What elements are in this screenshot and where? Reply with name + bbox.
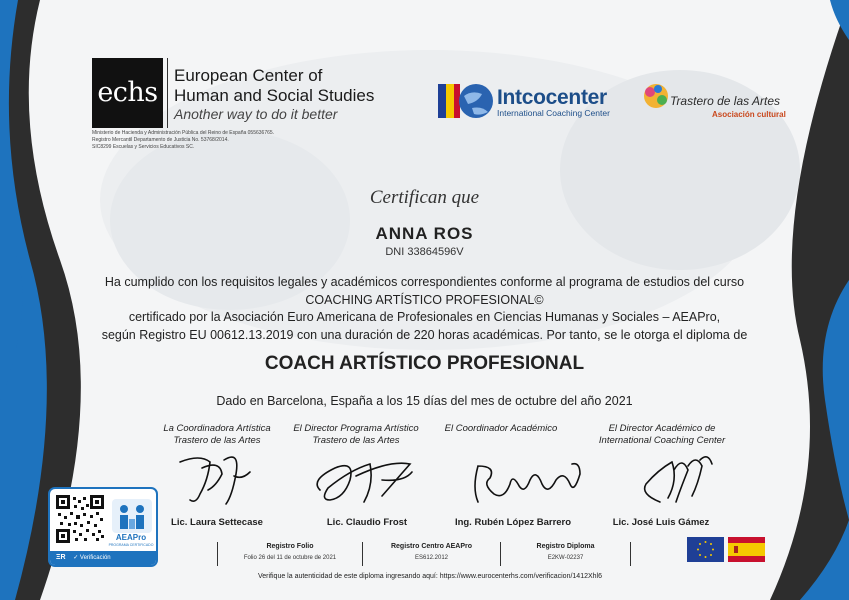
- recipient-dni: DNI 33864596V: [385, 246, 464, 258]
- echs-legal-line2: Registro Mercantil Departamento de Justicia No. 53768/2014.: [92, 137, 229, 143]
- signature-marks: [160, 450, 760, 518]
- echs-legal-text: [92, 130, 352, 151]
- signature-role-4: [582, 423, 742, 447]
- body-line2: COACHING ARTÍSTICO PROFESIONAL©: [305, 292, 544, 307]
- verification-footer[interactable]: [50, 551, 156, 565]
- eu-flag-icon: [687, 537, 724, 562]
- signature-role-4-line2: International Coaching Center: [598, 435, 726, 446]
- signature-role-1: [137, 423, 297, 447]
- qr-code-icon[interactable]: [56, 495, 104, 543]
- signature-role-2-line1: El Director Programa Artístico: [293, 423, 419, 434]
- echs-tagline: Another way to do it better: [174, 106, 338, 122]
- signature-1: [180, 457, 250, 504]
- signature-role-2-line2: Trastero de las Artes: [312, 435, 400, 446]
- er-mark-icon: ΞR: [56, 554, 66, 561]
- verification-card[interactable]: [48, 487, 158, 567]
- signature-name-1: Lic. Laura Settecase: [171, 517, 263, 528]
- diploma-title: COACH ARTÍSTICO PROFESIONAL: [264, 353, 585, 374]
- echs-title: [174, 66, 374, 106]
- aeapro-brand: AEAPro: [115, 533, 147, 542]
- spain-flag-icon: [728, 537, 765, 562]
- signature-3: [475, 464, 580, 502]
- flags: [687, 537, 767, 563]
- registry-centro-label: Registro Centro AEAPro: [390, 543, 473, 550]
- registry-centro-value: ES612.2012: [414, 555, 449, 561]
- registry-separator-4: [630, 542, 631, 566]
- signature-role-2: [276, 423, 436, 447]
- body-line4: según Registro EU 00612.13.2019 con una duración de 220 horas académicas. Por tanto, se le otorga el diploma de: [101, 327, 748, 342]
- signature-role-3-line1: El Coordinador Académico: [444, 423, 558, 434]
- signature-role-3: [421, 423, 581, 435]
- signature-role-4-line1: El Director Académico de: [608, 423, 716, 434]
- echs-divider: [167, 58, 168, 128]
- registry-separator-1: [217, 542, 218, 566]
- aeapro-brand-sub: PROGRAMA CERTIFICADO: [108, 543, 154, 547]
- trastero-name: Trastero de las Artes: [670, 94, 781, 108]
- registry-folio-label: Registro Folio: [266, 543, 314, 550]
- registry-separator-2: [362, 542, 363, 566]
- intcocenter-logo-icon: [438, 82, 498, 122]
- echs-legal-line1: Ministerio de Hacienda y Administración Pública del Reino de España 055636765.: [92, 130, 275, 136]
- body-line1: Ha cumplido con los requisitos legales y académicos correspondientes conforme al programa de estudios del curso: [104, 275, 745, 289]
- trastero-subtitle: Asociación cultural: [712, 110, 786, 119]
- recipient-name: ANNA ROS: [375, 224, 474, 243]
- signature-2: [317, 463, 412, 502]
- intcocenter-name: Intcocenter: [497, 86, 607, 109]
- aeapro-logo-icon: [112, 499, 152, 533]
- echs-logo: echs: [92, 58, 163, 128]
- registry-separator-3: [500, 542, 501, 566]
- issue-date: Dado en Barcelona, España a los 15 días del mes de octubre del año 2021: [216, 394, 633, 408]
- intcocenter-subtitle: International Coaching Center: [497, 108, 610, 118]
- signature-name-3: Ing. Rubén López Barrero: [454, 517, 572, 528]
- verification-text: Verifique la autenticidad de este diploma ingresando aquí: https://www.eurocenterhs.com/verificacion/1412Xhl6: [258, 573, 602, 580]
- signature-role-1-line2: Trastero de las Artes: [173, 435, 261, 446]
- signature-role-1-line1: La Coordinadora Artística: [163, 423, 271, 434]
- signature-4: [645, 457, 712, 502]
- registry-diploma-value: E2KW-02237: [547, 555, 584, 561]
- signature-name-2: Lic. Claudio Frost: [326, 517, 408, 528]
- echs-title-line2: Human and Social Studies: [174, 86, 375, 105]
- verification-label: ✓ Verificación: [73, 555, 111, 561]
- echs-title-line1: European Center of: [174, 66, 323, 85]
- echs-legal-line3: SIC8299 Escuelas y Servicios Educativos SC.: [92, 144, 195, 150]
- signature-name-4: Lic. José Luis Gámez: [612, 517, 710, 528]
- body-line3: certificado por la Asociación Euro Americana de Profesionales en Ciencias Humanas y Sociales – AEAPro,: [128, 310, 721, 324]
- registry-diploma-label: Registro Diploma: [536, 543, 595, 550]
- certificate-body: [40, 274, 809, 344]
- registry-folio-value: Folio 26 del 11 de octubre de 2021: [243, 555, 337, 561]
- trastero-logo-icon: [640, 80, 672, 116]
- certifican-heading: Certifican que: [369, 187, 480, 208]
